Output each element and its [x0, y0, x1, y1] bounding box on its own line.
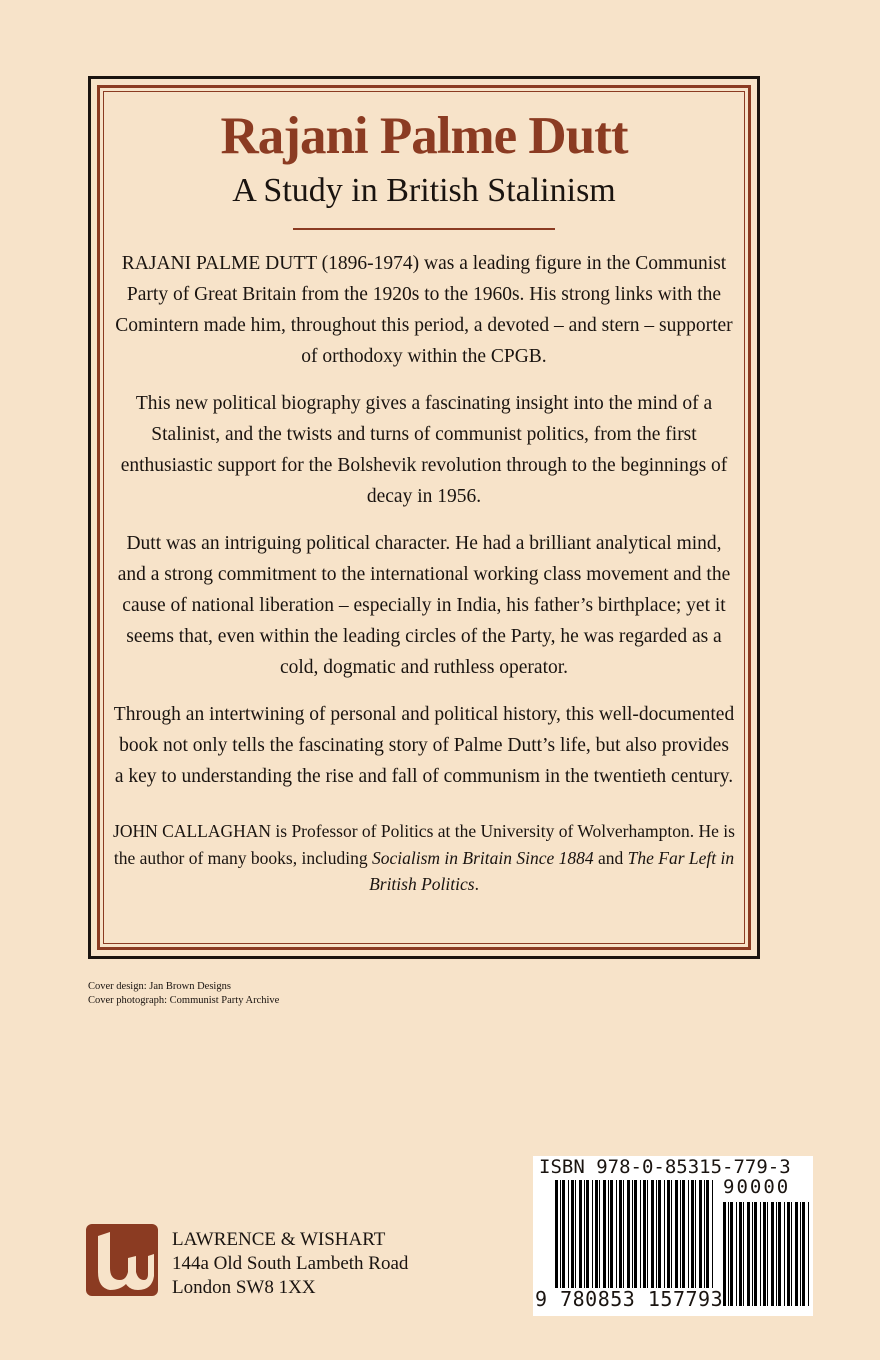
publisher-info	[172, 1228, 408, 1300]
publisher-logo-icon	[86, 1224, 158, 1296]
barcode-bar	[699, 1180, 702, 1288]
barcode-bar	[640, 1180, 641, 1288]
barcode-bar	[586, 1180, 589, 1288]
barcode-bar	[658, 1180, 661, 1288]
barcode-bar	[667, 1180, 670, 1288]
barcode-bar	[706, 1180, 709, 1288]
isbn-number: ISBN 978-0-85315-779-3	[539, 1156, 791, 1178]
barcode-bar	[675, 1180, 678, 1288]
blurb-paragraph-2: This new political biography gives a fascinating insight into the mind of a Stalinist, and the twists and turns of communist politics, from the first enthusiastic support for the Bolshevik revolution through to the beginnings of decay in 1956.	[120, 393, 728, 507]
barcode-bar	[599, 1180, 600, 1288]
barcode-bar	[752, 1202, 753, 1306]
barcode-addon-number: 90000	[723, 1176, 791, 1198]
barcode-bar	[808, 1202, 809, 1306]
barcode-bar	[682, 1180, 685, 1288]
barcode-bar	[784, 1202, 785, 1306]
cover-photo-credit: Cover photograph: Communist Party Archive	[88, 995, 280, 1006]
blurb-content	[113, 107, 735, 915]
publisher-name: LAWRENCE & WISHART	[172, 1229, 386, 1250]
barcode-bar	[579, 1180, 582, 1288]
author-bio	[113, 818, 735, 898]
barcode-bar	[763, 1202, 766, 1306]
barcode-bar	[571, 1180, 574, 1288]
barcode-bar	[592, 1180, 593, 1288]
barcode-bar	[664, 1180, 665, 1288]
barcode-bar	[643, 1180, 646, 1288]
barcode-bar	[584, 1180, 585, 1288]
barcode-bar	[680, 1180, 681, 1288]
barcode-bar	[651, 1180, 654, 1288]
barcode-bar	[712, 1180, 713, 1288]
cover-design-credit: Cover design: Jan Brown Designs	[88, 981, 231, 992]
barcode-bar	[555, 1180, 558, 1288]
author-bio-and: and	[593, 847, 628, 868]
author-bio-end: .	[474, 874, 479, 894]
barcode	[533, 1156, 813, 1316]
barcode-bar	[754, 1202, 757, 1306]
barcode-bar	[560, 1180, 561, 1288]
cover-credits	[88, 980, 279, 1008]
cover-frame	[88, 76, 760, 959]
barcode-bar	[743, 1202, 744, 1306]
barcode-bar	[771, 1202, 774, 1306]
author-bio-text: JOHN CALLAGHAN is Professor of Politics at the University of Wolverhampton. He is the author of many books, including	[113, 821, 735, 868]
barcode-bar	[568, 1180, 569, 1288]
publisher-address-line-2: London SW8 1XX	[172, 1277, 316, 1298]
barcode-bar	[723, 1202, 726, 1306]
barcode-bar	[691, 1180, 694, 1288]
book-title-2: The Far Left in British Politics	[369, 847, 735, 894]
barcode-bar	[671, 1180, 672, 1288]
barcode-bar	[800, 1202, 801, 1306]
barcode-bar	[610, 1180, 613, 1288]
blurb-paragraph-4: Through an intertwining of personal and political history, this well-documented book not only tells the fascinating story of Palme Dutt’s life, but also provides a key to understanding the rise and fall of communism in the twentieth century.	[113, 704, 735, 787]
barcode-bar	[791, 1202, 792, 1306]
barcode-bar	[575, 1180, 576, 1288]
barcode-bar	[767, 1202, 768, 1306]
barcode-bar	[730, 1202, 733, 1306]
barcode-bar	[688, 1180, 689, 1288]
book-title-1: Socialism in Britain Since 1884	[371, 847, 594, 868]
barcode-bar	[616, 1180, 617, 1288]
blurb-paragraph-1: RAJANI PALME DUTT (1896-1974) was a leading figure in the Communist Party of Great Britain from the 1920s to the 1960s. His strong links with the Comintern made him, throughout this period, a devoted – and stern – supporter of orthodoxy within the CPGB.	[115, 253, 733, 367]
barcode-bar	[795, 1202, 798, 1306]
barcode-bar	[595, 1180, 598, 1288]
barcode-bar	[802, 1202, 805, 1306]
publisher-address-line-1: 144a Old South Lambeth Road	[172, 1253, 409, 1274]
book-title: Rajani Palme Dutt	[220, 107, 628, 165]
barcode-bar	[562, 1180, 565, 1288]
barcode-bar	[728, 1202, 729, 1306]
barcode-bar	[787, 1202, 790, 1306]
barcode-bar	[623, 1180, 624, 1288]
blurb-paragraph-3: Dutt was an intriguing political character. He had a brilliant analytical mind, and a strong commitment to the international working class movement and the cause of national liberation – especially in India, his father’s birthplace; yet it seems that, even within the leading circles of the Party, he was regarded as a cold, dogmatic and ruthless operator.	[117, 533, 731, 678]
title-divider	[293, 228, 555, 230]
barcode-bar	[619, 1180, 622, 1288]
barcode-bar	[632, 1180, 633, 1288]
barcode-bar	[634, 1180, 637, 1288]
barcode-bar	[739, 1202, 742, 1306]
barcode-bar	[778, 1202, 781, 1306]
barcode-bar	[627, 1180, 630, 1288]
barcode-bar	[704, 1180, 705, 1288]
barcode-bar	[776, 1202, 777, 1306]
barcode-bar	[760, 1202, 761, 1306]
book-subtitle: A Study in British Stalinism	[232, 172, 616, 209]
ean-digits: 9 780853 157793	[535, 1287, 724, 1311]
barcode-bar	[647, 1180, 648, 1288]
barcode-bar	[736, 1202, 737, 1306]
barcode-bar	[656, 1180, 657, 1288]
barcode-bar	[608, 1180, 609, 1288]
barcode-bar	[747, 1202, 750, 1306]
barcode-bar	[695, 1180, 696, 1288]
barcode-bar	[603, 1180, 606, 1288]
